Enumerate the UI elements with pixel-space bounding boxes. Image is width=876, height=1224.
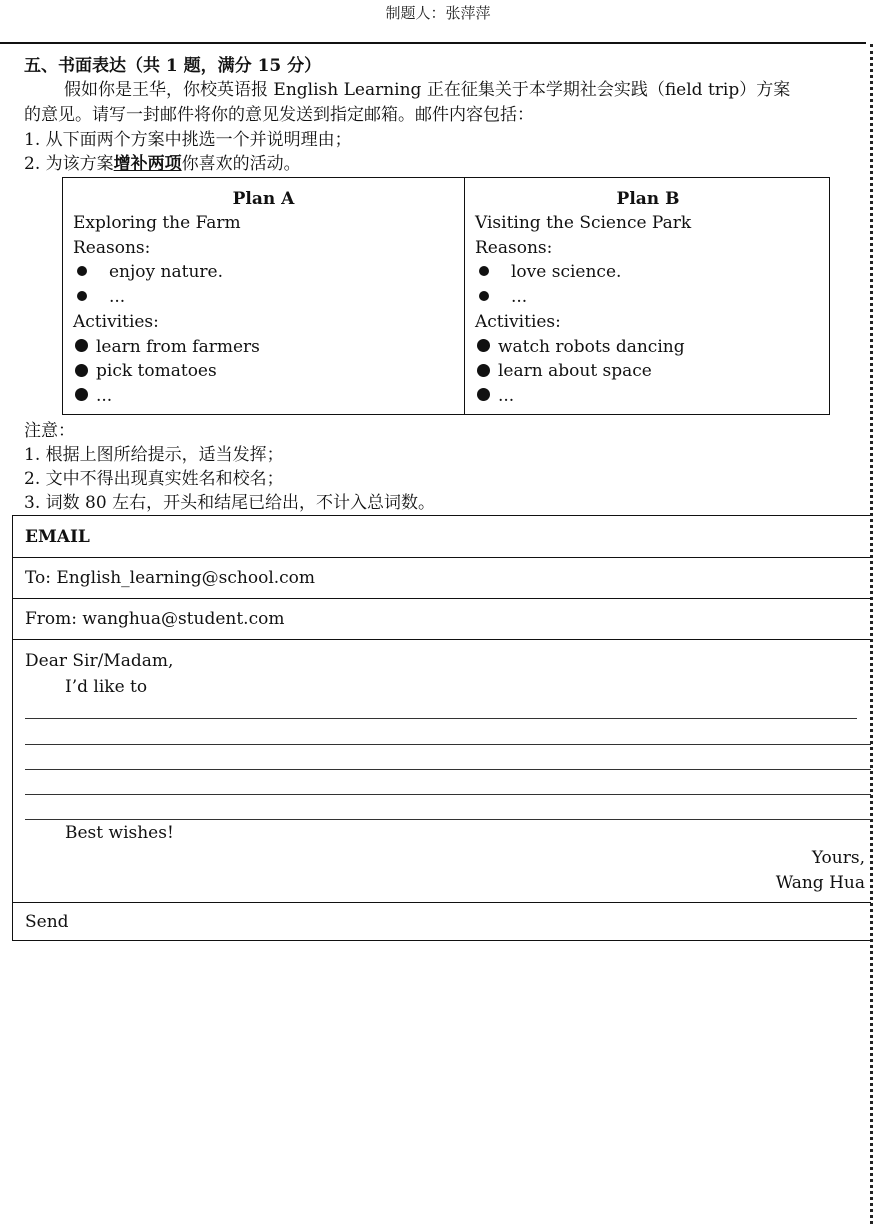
plan-a-activity: learn from farmers [73,335,454,360]
plans-table [62,177,830,415]
email-body[interactable] [13,640,871,903]
bullet-icon [477,339,490,352]
email-signature: Wang Hua [775,873,865,893]
plan-b-activity: watch robots dancing [475,335,821,360]
bullet-icon [477,388,490,401]
bullet-icon [75,364,88,377]
requirement-2-emphasis: 增补两项 [113,154,182,174]
bullet-icon [75,339,88,352]
plan-b-column [465,178,831,414]
plan-a-activity: pick tomatoes [73,359,454,384]
plan-a-heading: Plan A [232,189,295,209]
intro-line-1: 假如你是王华，你校英语报 English Learning 正在征集关于本学期社会实践（field trip）方案 [64,80,791,100]
plan-b-reasons-label: Reasons: [475,237,553,258]
plan-a-name: Exploring the Farm [73,213,241,233]
email-closing: Best wishes! [65,823,174,843]
bullet-icon [479,266,489,276]
plan-a-column [63,178,465,414]
writing-line [25,794,871,795]
plan-b-activities-label: Activities: [475,311,561,332]
note-item: 2. 文中不得出现真实姓名和校名； [24,469,284,489]
writing-line [25,718,857,719]
email-yours: Yours, [811,848,865,868]
plan-a-reason: ... [73,285,454,310]
email-to-field[interactable]: To: English_learning@school.com [13,558,871,599]
bullet-icon [479,291,489,301]
note-item: 1. 根据上图所给提示，适当发挥； [24,445,284,465]
plan-a-activities-label: Activities: [73,311,159,332]
bullet-icon [77,291,87,301]
plan-a-reasons-label: Reasons: [73,237,151,258]
requirement-1: 1. 从下面两个方案中挑选一个并说明理由； [24,130,352,150]
notes-label: 注意： [24,421,75,441]
header-divider [0,42,866,44]
email-title: EMAIL [13,516,871,558]
section-title: 五、书面表达（共 1 题，满分 15 分） [24,56,322,76]
bullet-icon [75,388,88,401]
intro-line-2: 的意见。请写一封邮件将你的意见发送到指定邮箱。邮件内容包括： [24,105,534,125]
requirement-2: 2. 为该方案增补两项你喜欢的活动。 [24,154,301,174]
page-header: 制题人：张萍萍 [385,4,491,22]
email-opening: I’d like to [65,677,148,697]
bullet-icon [77,266,87,276]
writing-line [25,744,871,745]
plan-b-heading: Plan B [616,189,680,209]
plan-b-name: Visiting the Science Park [475,213,692,233]
email-greeting: Dear Sir/Madam, [25,651,174,671]
plan-b-activity: ... [475,384,821,409]
email-from-field[interactable]: From: wanghua@student.com [13,599,871,640]
plan-b-reason: ... [475,285,821,310]
plan-a-activity: ... [73,384,454,409]
note-item: 3. 词数 80 左右，开头和结尾已给出，不计入总词数。 [24,493,436,513]
plan-b-reason: love science. [475,260,821,285]
send-button[interactable]: Send [25,912,69,932]
bullet-icon [477,364,490,377]
plan-b-activity: learn about space [475,359,821,384]
writing-line [25,769,871,770]
email-form [12,515,870,941]
plan-a-reason: enjoy nature. [73,260,454,285]
